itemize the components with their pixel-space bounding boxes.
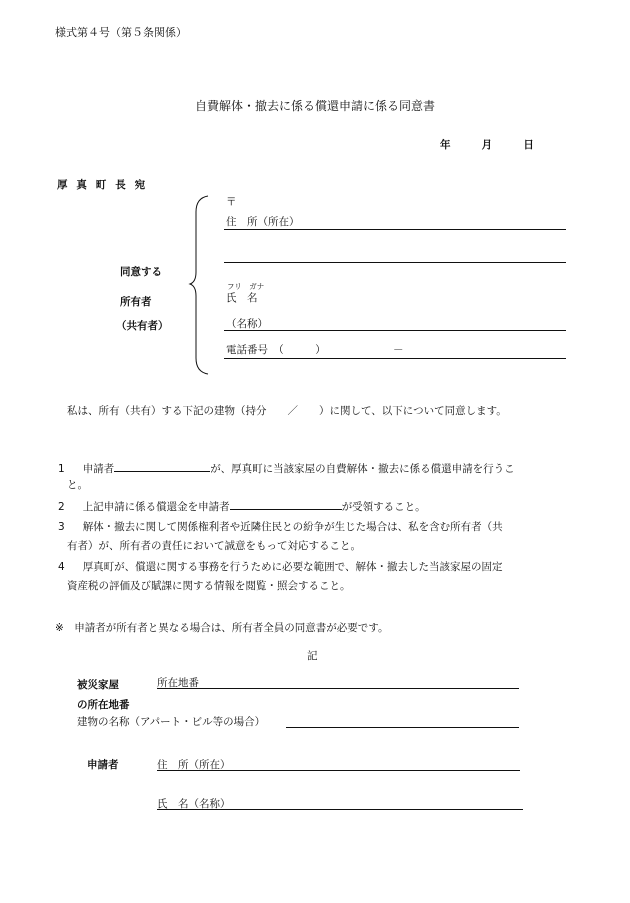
consent-statement: 私は、所有（共有）する下記の建物（持分 ／ ）に関して、以下について同意します。 xyxy=(67,405,507,417)
applicant-label: 申請者 xyxy=(87,759,119,771)
item-4 xyxy=(58,559,502,574)
note: ※ 申請者が所有者と異なる場合は、所有者全員の同意書が必要です。 xyxy=(55,622,389,634)
phone-label: 電話番号 （ ） xyxy=(226,344,326,356)
consenter-label-2: 所有者 xyxy=(120,296,152,308)
address-label: 住 所（所在） xyxy=(226,216,300,228)
applicant-blank[interactable] xyxy=(230,498,342,510)
name-label: 氏 名 xyxy=(226,292,258,304)
applicant-address-line[interactable] xyxy=(157,770,520,771)
applicant-blank[interactable] xyxy=(114,460,210,472)
building-label: 建物の名称（アパート・ビル等の場合） xyxy=(77,716,266,728)
item-text-after: が受領すること。 xyxy=(341,501,426,513)
property-label-2: の所在地番 xyxy=(77,699,130,711)
date-line xyxy=(440,137,534,152)
form-number: 様式第４号（第５条関係） xyxy=(55,26,187,39)
left-brace xyxy=(188,192,214,378)
document-title: 自費解体・撤去に係る償還申請に係る同意書 xyxy=(194,99,435,113)
item-text: 厚真町が、償還に関する事務を行うために必要な範囲で、解体・撤去した当該家屋の固定 xyxy=(82,561,503,573)
postal-mark: 〒 xyxy=(226,196,237,208)
consenter-label-1: 同意する xyxy=(120,266,162,278)
item-3-continuation: 有者）が、所有者の責任において誠意をもって対応すること。 xyxy=(67,540,361,552)
item-2 xyxy=(58,498,426,514)
item-text: 解体・撤去に関して関係権利者や近隣住民との紛争が生じた場合は、私を含む所有者（共 xyxy=(82,521,503,533)
applicant-name-label: 氏 名（名称） xyxy=(157,798,231,810)
applicant-address-label: 住 所（所在） xyxy=(157,759,231,771)
item-4-continuation: 資産税の評価及び賦課に関する情報を閲覧・照会すること。 xyxy=(67,580,351,592)
phone-dash: － xyxy=(393,344,404,356)
address-line-2[interactable] xyxy=(224,262,566,263)
record-heading: 記 xyxy=(307,650,318,662)
item-text: 申請者 xyxy=(82,463,115,475)
date-day: 日 xyxy=(523,139,534,151)
item-num: 1 xyxy=(58,463,65,475)
item-text-after: が、厚真町に当該家屋の自費解体・撤去に係る償還申請を行うこ xyxy=(210,463,515,475)
item-3 xyxy=(58,519,503,534)
lot-label: 所在地番 xyxy=(157,677,199,689)
consenter-label-3: （共有者） xyxy=(116,320,169,332)
lot-line[interactable] xyxy=(157,688,519,689)
item-num: 4 xyxy=(58,561,65,573)
furigana-label: フリ ガナ xyxy=(227,282,265,291)
item-num: 3 xyxy=(58,521,65,533)
applicant-name-line[interactable] xyxy=(157,809,523,810)
phone-line[interactable] xyxy=(224,358,566,359)
date-month: 月 xyxy=(481,139,493,151)
building-line[interactable] xyxy=(286,727,519,728)
addressee: 厚 真 町 長 宛 xyxy=(57,179,148,191)
item-1 xyxy=(58,460,515,476)
date-year: 年 xyxy=(440,139,451,151)
address-line[interactable] xyxy=(224,229,566,230)
item-1-continuation: と。 xyxy=(67,479,88,491)
name-alt-label: （名称） xyxy=(226,318,268,330)
item-num: 2 xyxy=(58,501,65,513)
property-label-1: 被災家屋 xyxy=(77,679,119,691)
name-line[interactable] xyxy=(224,330,566,331)
item-text: 上記申請に係る償還金を申請者 xyxy=(82,501,230,513)
